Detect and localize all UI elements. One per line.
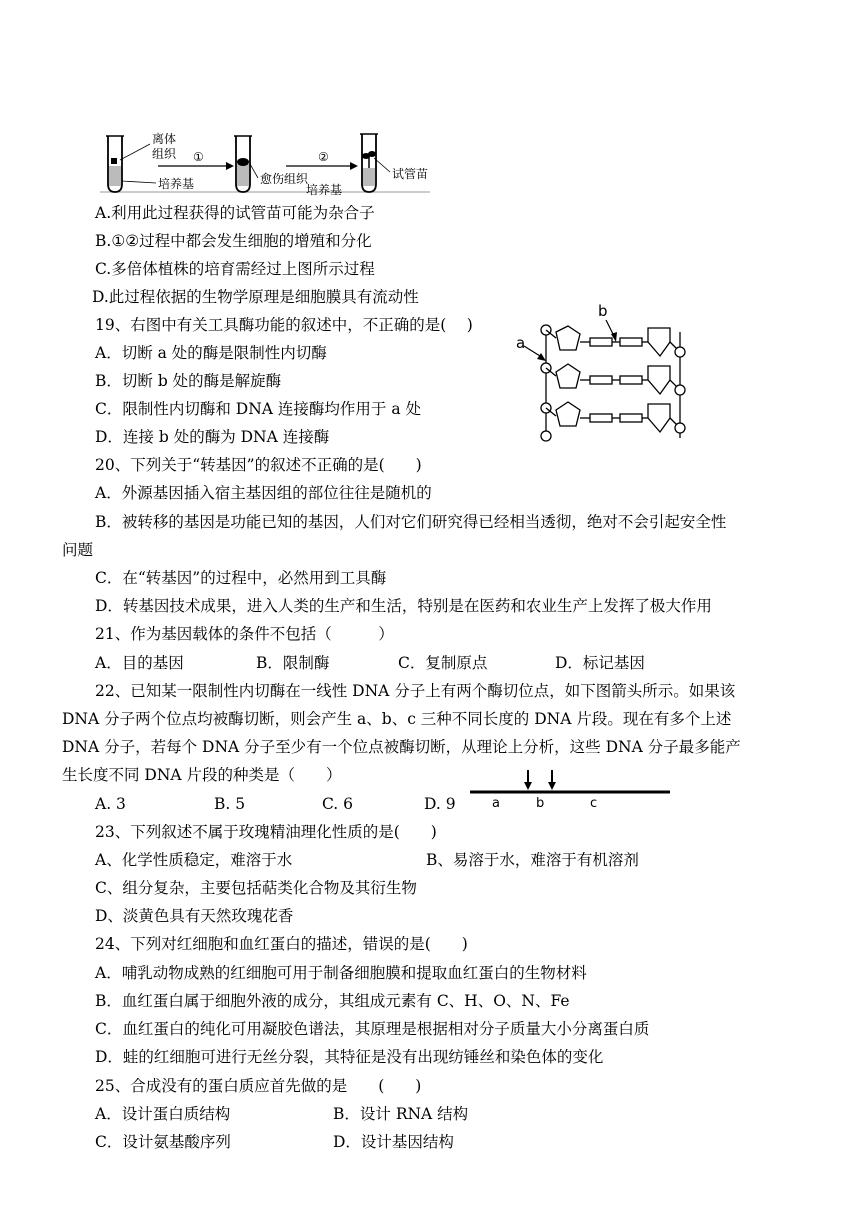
q24-option-b: B．血红蛋白属于细胞外液的成分，其组成元素有 C、H、O、N、Fe	[95, 992, 570, 1010]
q22-line3: DNA 分子，若每个 DNA 分子至少有一个位点被酶切断，从理论上分析，这些 DNA 分子最多能产	[62, 738, 741, 756]
label-medium-1: 培养基	[158, 177, 195, 191]
q19-option-b: B．切断 b 处的酶是解旋酶	[95, 372, 282, 390]
segment-b-label: b	[536, 796, 545, 810]
q25-option-b: B．设计 RNA 结构	[333, 1105, 469, 1123]
q24-stem: 24、下列对红细胞和血红蛋白的描述，错误的是( )	[95, 935, 468, 953]
q21-option-a: A．目的基因	[95, 654, 184, 672]
q25-option-a: A．设计蛋白质结构	[95, 1105, 231, 1123]
q22-option-a: A. 3	[95, 795, 126, 813]
q25-option-c: C．设计氨基酸序列	[95, 1133, 231, 1151]
label-tissue-2: 组织	[152, 147, 177, 161]
q23-option-d: D、淡黄色具有天然玫瑰花香	[95, 907, 294, 925]
label-b: b	[598, 302, 608, 320]
q22-line4: 生长度不同 DNA 片段的种类是（ ）	[62, 766, 342, 784]
label-a: a	[516, 334, 526, 352]
q23-option-c: C、组分复杂，主要包括萜类化合物及其衍生物	[95, 879, 417, 897]
q25-stem: 25、合成没有的蛋白质应首先做的是 ( )	[95, 1077, 422, 1095]
q18-option-c: C.多倍体植株的培育需经过上图所示过程	[95, 260, 375, 278]
q18-option-d: D.此过程依据的生物学原理是细胞膜具有流动性	[92, 288, 419, 306]
dna-cut-sites-figure	[470, 766, 674, 810]
q24-option-c: C．血红蛋白的纯化可用凝胶色谱法，其原理是根据相对分子质量大小分离蛋白质	[95, 1020, 650, 1038]
label-tissue-1: 离体	[152, 132, 177, 146]
q18-option-a: A.利用此过程获得的试管苗可能为杂合子	[95, 204, 375, 222]
arrow-a	[524, 346, 540, 356]
q23-stem: 23、下列叙述不属于玫瑰精油理化性质的是( )	[95, 823, 437, 841]
tissue-culture-figure	[100, 126, 440, 198]
q22-option-c: C. 6	[322, 795, 354, 813]
base-pair-row-2	[541, 363, 685, 395]
q22-option-b: B. 5	[214, 795, 246, 813]
label-medium-2: 培养基	[306, 183, 343, 197]
base-pair-row-3	[541, 402, 685, 433]
q21-option-c: C．复制原点	[398, 654, 488, 672]
q21-option-b: B．限制酶	[256, 654, 330, 672]
q19-stem: 19、右图中有关工具酶功能的叙述中，不正确的是( )	[95, 316, 473, 334]
q18-option-b: B.①②过程中都会发生细胞的增殖和分化	[95, 232, 372, 250]
segment-c-label: c	[590, 796, 598, 810]
q23-option-a: A、化学性质稳定，难溶于水	[95, 851, 293, 869]
q22-line1: 22、已知某一限制性内切酶在一线性 DNA 分子上有两个酶切位点，如下图箭头所示。如果该	[95, 682, 736, 700]
q23-option-b: B、易溶于水，难溶于有机溶剂	[426, 851, 639, 869]
q20-option-b-line1: B．被转移的基因是功能已知的基因，人们对它们研究得已经相当透彻，绝对不会引起安全性	[95, 513, 727, 531]
q20-option-b-line2: 问题	[62, 541, 94, 559]
segment-a-label: a	[492, 796, 500, 810]
base-pair-row-1	[541, 325, 685, 357]
label-plantlet: 试管苗	[392, 167, 429, 181]
q19-option-d: D．连接 b 处的酶为 DNA 连接酶	[95, 428, 330, 446]
q19-option-a: A．切断 a 处的酶是限制性内切酶	[95, 344, 327, 362]
dna-structure-figure	[510, 302, 700, 444]
q20-option-d: D．转基因技术成果，进入人类的生产和生活，特别是在医药和农业生产上发挥了极大作用	[95, 597, 712, 615]
label-callus: 愈伤组织	[260, 172, 309, 186]
test-tube-3	[360, 134, 378, 192]
q20-option-c: C．在“转基因”的过程中，必然用到工具酶	[95, 569, 387, 587]
test-tube-2	[234, 136, 252, 192]
q20-stem: 20、下列关于“转基因”的叙述不正确的是( )	[95, 456, 422, 474]
test-tube-1	[106, 136, 124, 192]
step-2-label: ②	[318, 150, 329, 164]
q19-option-c: C．限制性内切酶和 DNA 连接酶均作用于 a 处	[95, 400, 421, 418]
q22-option-d: D. 9	[424, 795, 456, 813]
q25-option-d: D．设计基因结构	[333, 1133, 454, 1151]
q21-stem: 21、作为基因载体的条件不包括（ ）	[95, 625, 394, 643]
q24-option-d: D．蛙的红细胞可进行无丝分裂，其特征是没有出现纺锤丝和染色体的变化	[95, 1048, 604, 1066]
q20-option-a: A．外源基因插入宿主基因组的部位往往是随机的	[95, 484, 432, 502]
step-1-label: ①	[193, 150, 204, 164]
q21-option-d: D．标记基因	[555, 654, 645, 672]
q22-line2: DNA 分子两个位点均被酶切断，则会产生 a、b、c 三种不同长度的 DNA 片段。现在有多个上述	[62, 710, 732, 728]
q24-option-a: A．哺乳动物成熟的红细胞可用于制备细胞膜和提取血红蛋白的生物材料	[95, 964, 587, 982]
